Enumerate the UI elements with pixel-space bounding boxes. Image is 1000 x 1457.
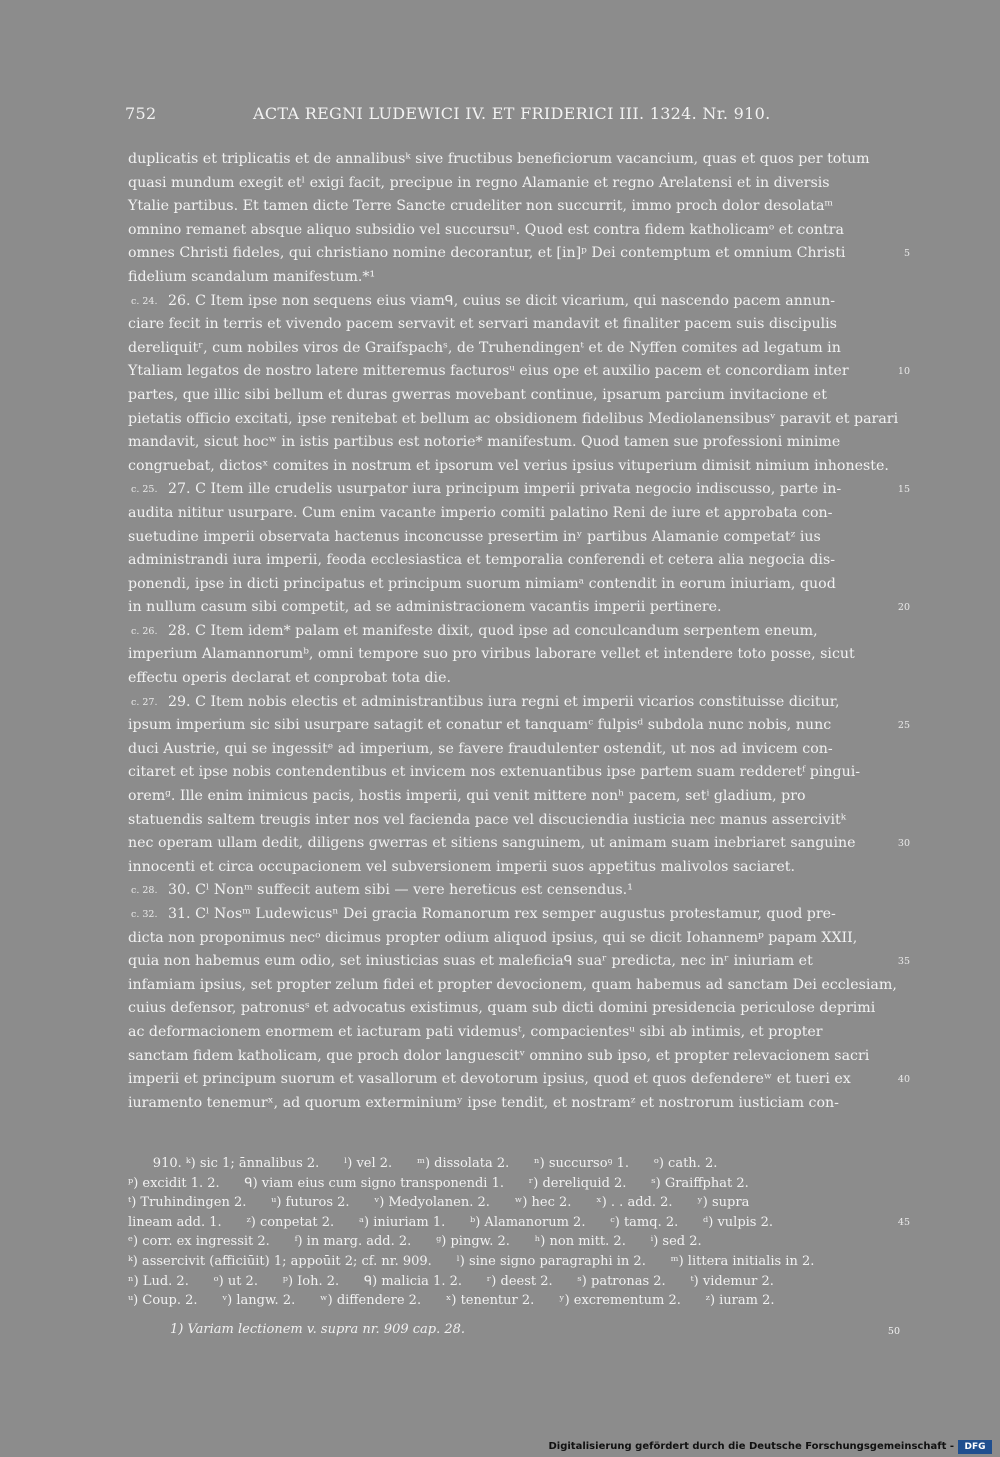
footnote-text: ᵏ) assercivit (afficiūit) 1; appoūit 2; cf. nr. 909. ˡ) sine signo paragraphi in 2. ᵐ) littera initialis in 2. xyxy=(128,1253,815,1269)
text-line xyxy=(128,691,888,715)
chapter-marginal: c. 32. xyxy=(131,909,158,920)
line-number: 10 xyxy=(897,366,910,378)
line-text: Ytaliam legatos de nostro latere mitteremus facturosᵘ eius ope et auxilio pacem et concordiam inter xyxy=(128,363,849,380)
text-line xyxy=(128,408,899,432)
line-text: imperii et principum suorum et vasallorum et devotorum ipsius, quod et quos defendereʷ et tueri ex xyxy=(128,1071,851,1088)
footnote-text: ⁿ) Lud. 2. ᵒ) ut 2. ᵖ) Ioh. 2. ᑫ) malicia 1. 2. ʳ) deest 2. ˢ) patronas 2. ᵗ) videmur 2. xyxy=(128,1273,774,1289)
text-line xyxy=(128,195,888,219)
line-text: quia non habemus eum odio, set iniusticias suas et maleficiaᑫ suaʳ predicta, nec inʳ iniuriam et xyxy=(128,953,813,970)
line-text: 27. C Item ille crudelis usurpator iura principum imperii privata negocio indiscusso, parte in- xyxy=(168,481,842,498)
line-text: in nullum casum sibi competit, ad se administracionem vacantis imperii pertinere. xyxy=(128,599,722,616)
footnote-line xyxy=(128,1272,888,1292)
footnote-reference: 1) Variam lectionem v. supra nr. 909 cap. 28. xyxy=(170,1322,466,1337)
text-line xyxy=(128,337,888,361)
line-number: 50 xyxy=(887,1326,900,1337)
digitization-credit: Digitalisierung gefördert durch die Deutsche Forschungsgemeinschaft - xyxy=(548,1441,954,1452)
text-line xyxy=(128,455,888,479)
line-text: innocenti et circa occupacionem vel subversionem imperii suos appetitus malivolos saciaret. xyxy=(128,858,795,875)
line-number: 20 xyxy=(897,602,910,614)
line-number: 15 xyxy=(897,484,910,496)
line-text: Ytalie partibus. Et tamen dicte Terre Sancte crudeliter non succurrit, immo proch dolor desolataᵐ xyxy=(128,198,834,215)
line-text: 29. C Item nobis electis et administrantibus iura regni et imperii vicarios constituisse dicitur, xyxy=(168,693,840,710)
text-line xyxy=(128,903,888,927)
text-line xyxy=(128,549,888,573)
text-line xyxy=(128,148,888,172)
line-text: quasi mundum exegit etˡ exigi facit, precipue in regno Alamanie et regno Arelatensi et in diversis xyxy=(128,174,830,191)
text-line xyxy=(128,714,910,738)
main-text xyxy=(128,148,910,1115)
line-text: ac deformacionem enormem et iacturam pati videmusᵗ, compacientesᵘ sibi ab intimis, et propter xyxy=(128,1023,823,1040)
footnote-line xyxy=(128,1174,888,1194)
line-text: ponendi, ipse in dicti principatus et principum suorum nimiamᵃ contendit in eorum iniuriam, quod xyxy=(128,575,836,592)
footnote-text: 910. ᵏ) sic 1; ānnalibus 2. ˡ) vel 2. ᵐ) dissolata 2. ⁿ) succursoꝰ 1. ᵒ) cath. 2. xyxy=(128,1156,718,1171)
line-text: duplicatis et triplicatis et de annalibusᵏ sive fructibus beneficiorum vacancium, quas et quos per totum xyxy=(128,151,870,167)
text-line xyxy=(128,620,888,644)
line-text: ipsum imperium sic sibi usurpare satagit et conatur et tanquamᶜ fulpisᵈ subdola nunc nobis, nunc xyxy=(128,717,832,734)
line-number: 5 xyxy=(903,248,910,260)
text-line xyxy=(128,761,888,785)
line-number: 30 xyxy=(897,838,910,850)
text-line xyxy=(128,927,888,951)
footnote-text: ᵗ) Truhindingen 2. ᵘ) futuros 2. ᵛ) Medyolanen. 2. ʷ) hec 2. ˣ) . . add. 2. ʸ) supra xyxy=(128,1195,750,1211)
text-line xyxy=(128,856,888,880)
page-number: 752 xyxy=(125,104,157,123)
dfg-logo: DFG xyxy=(958,1440,992,1454)
chapter-marginal: c. 24. xyxy=(131,295,158,307)
line-text: omnes Christi fideles, qui christiano nomine decorantur, et [in]ᵖ Dei contemptum et omnium Christi xyxy=(128,245,846,262)
text-line xyxy=(128,384,888,408)
footnote-line xyxy=(128,1213,910,1233)
text-line xyxy=(128,974,897,998)
text-line xyxy=(128,478,910,502)
line-text: statuendis saltem treugis inter nos vel facienda pace vel discuciendia iusticia nec manus assercivitᵏ xyxy=(128,811,846,828)
text-line xyxy=(128,219,888,243)
line-number: 40 xyxy=(897,1074,910,1086)
text-line xyxy=(128,290,888,314)
footnote-text: ᵖ) excidit 1. 2. ᑫ) viam eius cum signo transponendi 1. ʳ) dereliquid 2. ˢ) Graiffphat 2. xyxy=(128,1175,749,1191)
chapter-marginal: c. 27. xyxy=(131,696,158,708)
footnote-line xyxy=(128,1154,888,1174)
text-line xyxy=(128,832,910,856)
line-text: dereliquitʳ, cum nobiles viros de Graifspachˢ, de Truhendingenᵗ et de Nyffen comites ad legatum in xyxy=(128,339,841,356)
footnote-line xyxy=(128,1193,888,1213)
line-text: cuius defensor, patronusˢ et advocatus existimus, quam sub dicti domini presidencia periculose deprimi xyxy=(128,1000,876,1017)
line-number: 45 xyxy=(897,1216,910,1228)
text-line xyxy=(128,502,888,526)
line-text: ciare fecit in terris et vivendo pacem servavit et servari mandavit et finaliter pacem suis discipulis xyxy=(128,316,837,333)
text-line xyxy=(128,1092,888,1116)
line-text: infamiam ipsius, set propter zelum fidei et propter devocionem, quam habemus ad sanctam Dei ecclesiam, xyxy=(128,976,897,993)
text-line xyxy=(128,242,910,266)
line-text: 30. Cˡ Nonᵐ suffecit autem sibi — vere hereticus est censendus.¹ xyxy=(168,882,633,899)
line-text: duci Austrie, qui se ingessitᵉ ad imperium, se favere fraudulenter ostendit, ut nos ad invicem con- xyxy=(128,740,833,757)
text-line xyxy=(128,313,888,337)
line-text: 26. C Item ipse non sequens eius viamᑫ, cuius se dicit vicarium, qui nascendo pacem annun- xyxy=(168,292,836,309)
text-line xyxy=(128,573,888,597)
text-line xyxy=(128,360,910,384)
text-line xyxy=(128,738,888,762)
text-line xyxy=(128,643,888,667)
footnote-text: ᵘ) Coup. 2. ᵛ) langw. 2. ʷ) diffendere 2. ˣ) tenentur 2. ʸ) excrementum 2. ᶻ) iuram 2. xyxy=(128,1293,775,1309)
footnote-text: ᵉ) corr. ex ingressit 2. ᶠ) in marg. add. 2. ᵍ) pingw. 2. ʰ) non mitt. 2. ⁱ) sed 2. xyxy=(128,1234,702,1250)
text-line xyxy=(128,667,888,691)
text-line xyxy=(128,997,888,1021)
line-text: omnino remanet absque aliquo subsidio vel succursuⁿ. Quod est contra fidem katholicamᵒ et contra xyxy=(128,221,844,238)
line-text: fidelium scandalum manifestum.*¹ xyxy=(128,268,376,285)
running-title: ACTA REGNI LUDEWICI IV. ET FRIDERICI III. 1324. Nr. 910. xyxy=(253,104,771,123)
line-text: citaret et ipse nobis contendentibus et invicem nos extenuantibus ipse partem suam redderetᶠ pingui- xyxy=(128,764,861,781)
footnote-line xyxy=(128,1252,888,1272)
line-text: congruebat, dictosˣ comites in nostrum et ipsorum vel verius ipsius vituperium dimisit nimium inhoneste. xyxy=(128,457,889,474)
text-line xyxy=(128,785,888,809)
line-text: partes, que illic sibi bellum et duras gwerras movebant continue, ipsarum parcium invitacione et xyxy=(128,386,827,403)
chapter-marginal: c. 28. xyxy=(131,885,158,897)
line-text: dicta non proponimus necᵒ dicimus propter odium aliquod ipsius, qui se dicit Iohannemᵖ papam XXII, xyxy=(128,929,858,946)
line-text: sanctam fidem katholicam, que proch dolor languescitᵛ omnino sub ipso, et propter relevacionem sacri xyxy=(128,1047,870,1064)
line-text: oremᵍ. Ille enim inimicus pacis, hostis imperii, qui venit mittere nonʰ pacem, setⁱ gladium, pro xyxy=(128,788,806,805)
footnote-apparatus xyxy=(128,1154,910,1311)
text-line xyxy=(128,172,888,196)
line-text: pietatis officio excitati, ipse renitebat et bellum ac obsidionem fidelibus Mediolanensibusᵛ paravit et parari xyxy=(128,410,899,427)
line-text: audita nititur usurpare. Cum enim vacante imperio comiti palatino Reni de iure et approbata con- xyxy=(128,504,833,521)
line-text: imperium Alamannorumᵇ, omni tempore suo pro viribus laborare vellet et intendere toto posse, sicut xyxy=(128,646,855,663)
chapter-marginal: c. 25. xyxy=(131,484,158,496)
text-line xyxy=(128,1045,888,1069)
text-line xyxy=(128,809,888,833)
text-line xyxy=(128,1021,888,1045)
footnote-text: lineam add. 1. ᶻ) conpetat 2. ᵃ) iniuriam 1. ᵇ) Alamanorum 2. ᶜ) tamq. 2. ᵈ) vulpis 2. xyxy=(128,1214,774,1230)
text-line xyxy=(128,1068,910,1092)
line-text: administrandi iura imperii, feoda ecclesiastica et temporalia conferendi et cetera alia negocia dis- xyxy=(128,552,836,569)
line-text: 28. C Item idem* palam et manifeste dixit, quod ipse ad conculcandum serpentem eneum, xyxy=(168,622,818,639)
text-line xyxy=(128,431,888,455)
line-number: 35 xyxy=(897,956,910,968)
text-line xyxy=(128,526,888,550)
line-number: 25 xyxy=(897,720,910,732)
line-text: mandavit, sicut hocʷ in istis partibus est notorie* manifestum. Quod tamen sue professioni minime xyxy=(128,434,841,451)
footnote-line xyxy=(128,1232,888,1252)
line-text: iuramento tenemurˣ, ad quorum exterminiumʸ ipse tendit, et nostramᶻ et nostrorum iusticiam con- xyxy=(128,1094,839,1111)
line-text: nec operam ullam dedit, diligens gwerras et sitiens sanguinem, ut animam suam inebriaret sanguine xyxy=(128,835,856,852)
text-line xyxy=(128,879,888,903)
line-text: 31. Cˡ Nosᵐ Ludewicusⁿ Dei gracia Romanorum rex semper augustus protestamur, quod pre- xyxy=(168,906,836,922)
footnote-line xyxy=(128,1291,888,1311)
text-line xyxy=(128,266,888,290)
text-line xyxy=(128,596,910,620)
text-line xyxy=(128,950,910,974)
line-text: effectu operis declarat et conprobat tota die. xyxy=(128,670,451,687)
chapter-marginal: c. 26. xyxy=(131,625,158,637)
line-text: suetudine imperii observata hactenus inconcusse presertim inʸ partibus Alamanie competatᶻ ius xyxy=(128,528,821,545)
